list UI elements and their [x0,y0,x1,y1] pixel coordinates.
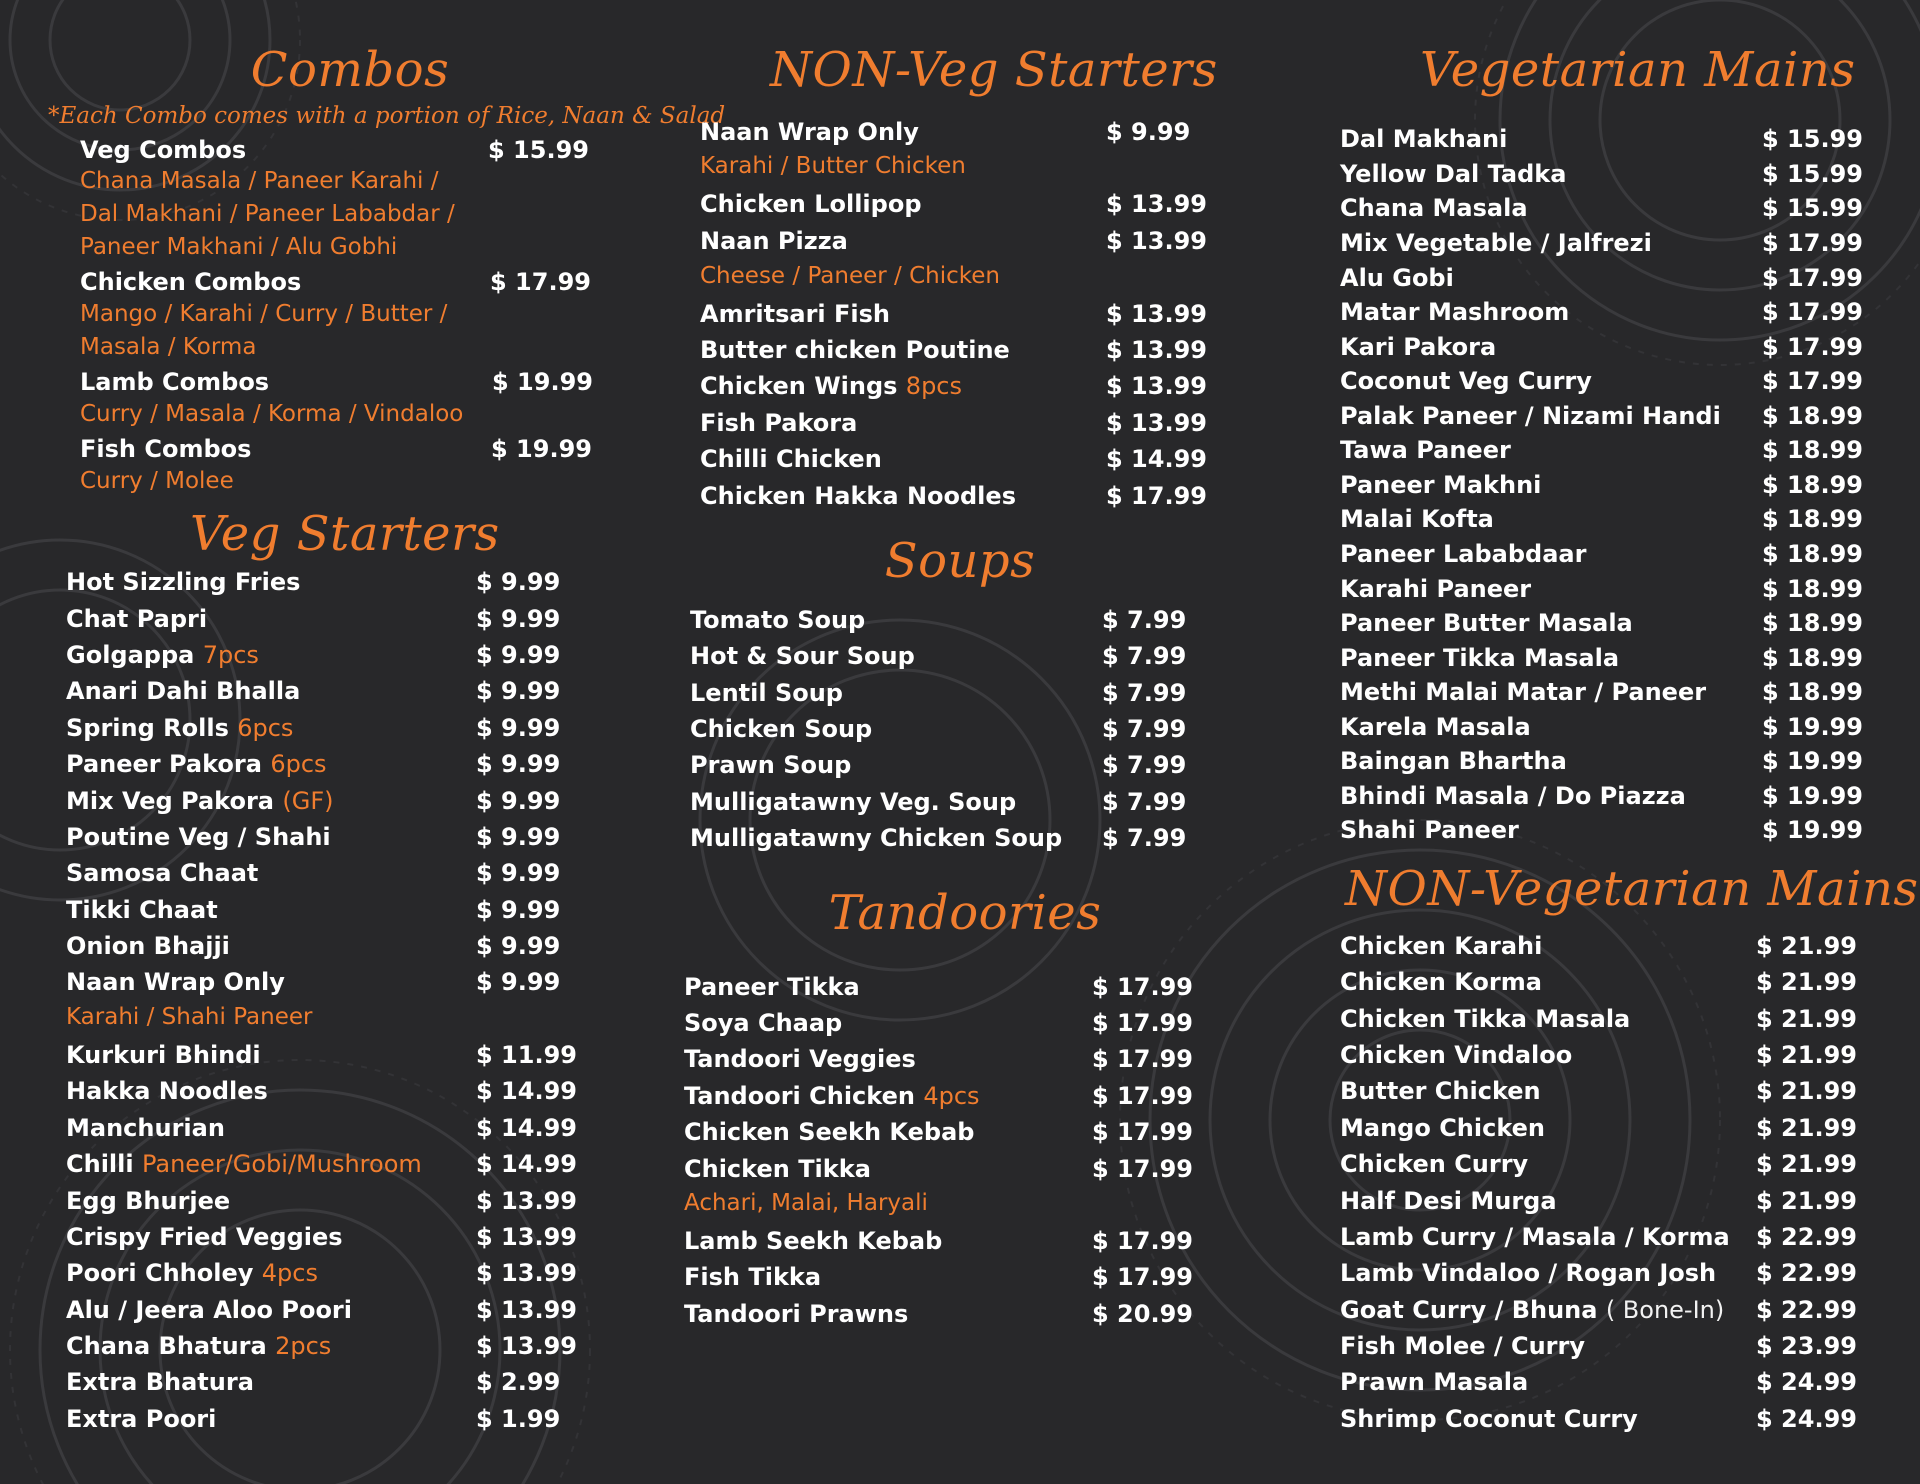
menu-item-price: $ 9.99 [476,568,561,596]
menu-item-options: Masala / Korma [80,334,257,360]
menu-item-price: $ 18.99 [1762,678,1863,706]
menu-item-name: Lamb Curry / Masala / Korma [1340,1223,1730,1251]
menu-item-name: Poutine Veg / Shahi [66,823,331,851]
menu-item-price: $ 18.99 [1762,402,1863,430]
menu-item-name: Amritsari Fish [700,300,891,328]
menu-item-price: $ 19.99 [491,435,592,463]
menu-item-name: Spring Rolls 6pcs [66,714,294,742]
menu-item-price: $ 21.99 [1756,1114,1857,1142]
menu-item-name: Egg Bhurjee [66,1187,231,1215]
menu-item-name: Chicken Soup [690,715,873,743]
menu-item-name: Chilli Chicken [700,445,882,473]
pieces-label: 8pcs [905,372,962,400]
menu-item-name: Tandoori Prawns [684,1300,909,1328]
menu-item-name: Chicken Korma [1340,968,1542,996]
pieces-label: 4pcs [923,1082,980,1110]
menu-item-price: $ 17.99 [1762,229,1863,257]
menu-item-name: Paneer Pakora 6pcs [66,750,327,778]
menu-item-price: $ 21.99 [1756,1041,1857,1069]
menu-item-name: Dal Makhani [1340,125,1508,153]
menu-item-price: $ 22.99 [1756,1223,1857,1251]
menu-item-name: Tawa Paneer [1340,436,1511,464]
menu-item-price: $ 15.99 [1762,125,1863,153]
menu-item-price: $ 13.99 [1106,190,1207,218]
menu-item-price: $ 9.99 [476,714,561,742]
menu-item-price: $ 18.99 [1762,471,1863,499]
bone-in-label: ( Bone-In) [1605,1296,1725,1324]
menu-item-name: Alu / Jeera Aloo Poori [66,1296,352,1324]
menu-item-name: Karela Masala [1340,713,1531,741]
menu-item-price: $ 21.99 [1756,1187,1857,1215]
veg-starters-heading: Veg Starters [190,506,500,562]
menu-item-price: $ 21.99 [1756,1077,1857,1105]
menu-item-price: $ 13.99 [1106,336,1207,364]
menu-item-name: Naan Wrap Only [700,118,919,146]
vegetarian-mains-heading: Vegetarian Mains [1420,42,1856,98]
menu-item-price: $ 9.99 [476,750,561,778]
menu-item-options: Mango / Karahi / Curry / Butter / [80,301,448,327]
menu-item-price: $ 7.99 [1102,788,1187,816]
menu-item-options: Achari, Malai, Haryali [684,1190,928,1216]
menu-item-name: Chicken Combos [80,268,302,296]
menu-item-price: $ 17.99 [1092,1009,1193,1037]
menu-item-price: $ 17.99 [1092,1118,1193,1146]
menu-item-name: Paneer Tikka Masala [1340,644,1620,672]
menu-item-name: Fish Pakora [700,409,858,437]
menu-item-name: Tomato Soup [690,606,866,634]
menu-item-price: $ 22.99 [1756,1296,1857,1324]
menu-item-name: Methi Malai Matar / Paneer [1340,678,1707,706]
menu-item-options: Paneer Makhani / Alu Gobhi [80,234,398,260]
menu-item-name: Fish Molee / Curry [1340,1332,1585,1360]
non-vegetarian-mains-heading: NON-Vegetarian Mains [1345,861,1919,917]
menu-item-options: Dal Makhani / Paneer Lababdar / [80,201,455,227]
menu-item-price: $ 14.99 [476,1077,577,1105]
menu-item-name: Kurkuri Bhindi [66,1041,261,1069]
menu-item-price: $ 13.99 [476,1259,577,1287]
menu-item-name: Naan Wrap Only [66,968,285,996]
variant-label: Paneer/Gobi/Mushroom [141,1150,422,1178]
menu-item-price: $ 18.99 [1762,436,1863,464]
menu-item-name: Lamb Seekh Kebab [684,1227,943,1255]
menu-item-name: Paneer Lababdaar [1340,540,1587,568]
menu-item-price: $ 18.99 [1762,644,1863,672]
menu-item-price: $ 15.99 [488,136,589,164]
menu-item-price: $ 17.99 [1092,1263,1193,1291]
menu-item-price: $ 21.99 [1756,1005,1857,1033]
pieces-label: 7pcs [202,641,259,669]
menu-item-price: $ 17.99 [1762,298,1863,326]
menu-item-name: Hot & Sour Soup [690,642,915,670]
menu-item-price: $ 9.99 [476,859,561,887]
menu-item-options: Karahi / Butter Chicken [700,153,966,179]
menu-item-name: Extra Bhatura [66,1368,254,1396]
menu-item-price: $ 24.99 [1756,1405,1857,1433]
menu-item-price: $ 14.99 [1106,445,1207,473]
menu-item-price: $ 14.99 [476,1114,577,1142]
menu-item-price: $ 21.99 [1756,968,1857,996]
menu-item-price: $ 18.99 [1762,609,1863,637]
menu-item-name: Chicken Wings 8pcs [700,372,962,400]
pieces-label: 6pcs [237,714,294,742]
menu-item-price: $ 9.99 [476,787,561,815]
menu-item-name: Bhindi Masala / Do Piazza [1340,782,1686,810]
menu-item-price: $ 9.99 [476,641,561,669]
menu-item-price: $ 17.99 [1092,1227,1193,1255]
menu-item-name: Prawn Masala [1340,1368,1529,1396]
menu-item-price: $ 9.99 [1106,118,1191,146]
menu-item-name: Poori Chholey 4pcs [66,1259,318,1287]
combos-heading: Combos [250,42,450,98]
soups-heading: Soups [884,533,1036,589]
menu-item-name: Karahi Paneer [1340,575,1532,603]
menu-item-price: $ 19.99 [1762,782,1863,810]
tandoories-heading: Tandoories [828,885,1102,941]
menu-item-name: Mango Chicken [1340,1114,1546,1142]
menu-item-name: Soya Chaap [684,1009,843,1037]
pieces-label: 4pcs [261,1259,318,1287]
menu-item-price: $ 7.99 [1102,606,1187,634]
menu-item-name: Crispy Fried Veggies [66,1223,343,1251]
menu-item-name: Chana Bhatura 2pcs [66,1332,332,1360]
menu-item-price: $ 9.99 [476,896,561,924]
menu-item-name: Chicken Vindaloo [1340,1041,1573,1069]
pieces-label: 6pcs [270,750,327,778]
menu-item-price: $ 18.99 [1762,575,1863,603]
menu-item-name: Mix Vegetable / Jalfrezi [1340,229,1652,257]
menu-item-name: Onion Bhajji [66,932,230,960]
menu-item-options: Karahi / Shahi Paneer [66,1004,313,1030]
menu-item-name: Anari Dahi Bhalla [66,677,301,705]
menu-item-name: Extra Poori [66,1405,217,1433]
menu-item-price: $ 19.99 [1762,747,1863,775]
menu-item-name: Paneer Makhni [1340,471,1542,499]
menu-item-name: Mulligatawny Chicken Soup [690,824,1063,852]
menu-item-name: Chicken Curry [1340,1150,1529,1178]
menu-item-price: $ 2.99 [476,1368,561,1396]
menu-item-name: Lamb Vindaloo / Rogan Josh [1340,1259,1717,1287]
menu-item-name: Tandoori Veggies [684,1045,916,1073]
menu-item-price: $ 21.99 [1756,932,1857,960]
menu-item-price: $ 19.99 [1762,713,1863,741]
menu-item-price: $ 17.99 [1762,333,1863,361]
menu-item-price: $ 17.99 [1762,264,1863,292]
menu-item-price: $ 19.99 [1762,816,1863,844]
menu-item-name: Fish Tikka [684,1263,822,1291]
menu-item-name: Baingan Bhartha [1340,747,1567,775]
menu-item-price: $ 11.99 [476,1041,577,1069]
menu-item-price: $ 20.99 [1092,1300,1193,1328]
menu-item-price: $ 18.99 [1762,540,1863,568]
menu-item-price: $ 9.99 [476,932,561,960]
menu-item-price: $ 13.99 [476,1187,577,1215]
menu-item-price: $ 13.99 [476,1223,577,1251]
gluten-free-label: (GF) [282,787,334,815]
menu-item-name: Chicken Lollipop [700,190,922,218]
menu-item-name: Lentil Soup [690,679,843,707]
menu-item-name: Hakka Noodles [66,1077,268,1105]
menu-item-name: Fish Combos [80,435,252,463]
menu-item-name: Shahi Paneer [1340,816,1519,844]
menu-item-name: Tikki Chaat [66,896,218,924]
menu-item-price: $ 17.99 [1092,1082,1193,1110]
menu-item-price: $ 23.99 [1756,1332,1857,1360]
menu-item-name: Samosa Chaat [66,859,259,887]
menu-item-price: $ 15.99 [1762,194,1863,222]
menu-item-name: Butter chicken Poutine [700,336,1010,364]
menu-item-price: $ 15.99 [1762,160,1863,188]
menu-item-price: $ 13.99 [476,1296,577,1324]
menu-item-price: $ 17.99 [1092,1045,1193,1073]
menu-item-price: $ 13.99 [1106,227,1207,255]
menu-item-price: $ 1.99 [476,1405,561,1433]
menu-item-name: Golgappa 7pcs [66,641,259,669]
menu-item-price: $ 17.99 [1092,973,1193,1001]
menu-item-options: Curry / Masala / Korma / Vindaloo [80,401,464,427]
combos-note: *Each Combo comes with a portion of Rice, Naan & Salad [48,103,726,129]
menu-item-name: Chat Papri [66,605,208,633]
menu-item-name: Hot Sizzling Fries [66,568,301,596]
menu-item-price: $ 22.99 [1756,1259,1857,1287]
menu-item-name: Prawn Soup [690,751,852,779]
non-veg-starters-heading: NON-Veg Starters [770,42,1218,98]
menu-item-price: $ 14.99 [476,1150,577,1178]
menu-item-name: Chilli Paneer/Gobi/Mushroom [66,1150,422,1178]
menu-item-name: Chicken Karahi [1340,932,1543,960]
menu-item-price: $ 7.99 [1102,679,1187,707]
menu-item-price: $ 17.99 [490,268,591,296]
menu-item-price: $ 24.99 [1756,1368,1857,1396]
menu-item-name: Chicken Hakka Noodles [700,482,1016,510]
menu-item-price: $ 19.99 [492,368,593,396]
menu-item-name: Kari Pakora [1340,333,1497,361]
menu-item-name: Mulligatawny Veg. Soup [690,788,1017,816]
menu-item-price: $ 17.99 [1092,1155,1193,1183]
menu-item-price: $ 13.99 [1106,409,1207,437]
menu-item-name: Mix Veg Pakora (GF) [66,787,334,815]
menu-item-name: Malai Kofta [1340,505,1494,533]
pieces-label: 2pcs [275,1332,332,1360]
menu-item-price: $ 7.99 [1102,715,1187,743]
menu-item-price: $ 7.99 [1102,642,1187,670]
menu-item-price: $ 13.99 [1106,300,1207,328]
menu-item-name: Chana Masala [1340,194,1528,222]
menu-item-name: Paneer Tikka [684,973,860,1001]
menu-item-name: Chicken Seekh Kebab [684,1118,975,1146]
menu-item-price: $ 9.99 [476,823,561,851]
menu-item-price: $ 18.99 [1762,505,1863,533]
menu-item-price: $ 9.99 [476,677,561,705]
menu-item-name: Tandoori Chicken 4pcs [684,1082,980,1110]
menu-item-name: Butter Chicken [1340,1077,1541,1105]
menu-item-name: Chicken Tikka Masala [1340,1005,1631,1033]
menu-item-name: Lamb Combos [80,368,270,396]
menu-item-price: $ 17.99 [1106,482,1207,510]
menu-item-price: $ 13.99 [476,1332,577,1360]
menu-item-name: Alu Gobi [1340,264,1454,292]
menu-item-price: $ 7.99 [1102,824,1187,852]
menu-item-name: Paneer Butter Masala [1340,609,1633,637]
menu-item-options: Cheese / Paneer / Chicken [700,263,1000,289]
menu-item-name: Coconut Veg Curry [1340,367,1592,395]
menu-item-price: $ 7.99 [1102,751,1187,779]
menu-item-options: Chana Masala / Paneer Karahi / [80,168,439,194]
menu-item-options: Curry / Molee [80,468,234,494]
menu-item-price: $ 13.99 [1106,372,1207,400]
menu-item-name: Veg Combos [80,136,247,164]
menu-item-name: Manchurian [66,1114,225,1142]
menu-item-name: Shrimp Coconut Curry [1340,1405,1638,1433]
menu-item-name: Palak Paneer / Nizami Handi [1340,402,1721,430]
menu-item-price: $ 21.99 [1756,1150,1857,1178]
menu-item-price: $ 9.99 [476,968,561,996]
menu-item-name: Goat Curry / Bhuna ( Bone-In) [1340,1296,1725,1324]
menu-item-name: Chicken Tikka [684,1155,871,1183]
menu-item-name: Naan Pizza [700,227,848,255]
menu-item-name: Yellow Dal Tadka [1340,160,1567,188]
menu-item-price: $ 9.99 [476,605,561,633]
menu-item-price: $ 17.99 [1762,367,1863,395]
menu-item-name: Matar Mashroom [1340,298,1570,326]
menu-item-name: Half Desi Murga [1340,1187,1557,1215]
